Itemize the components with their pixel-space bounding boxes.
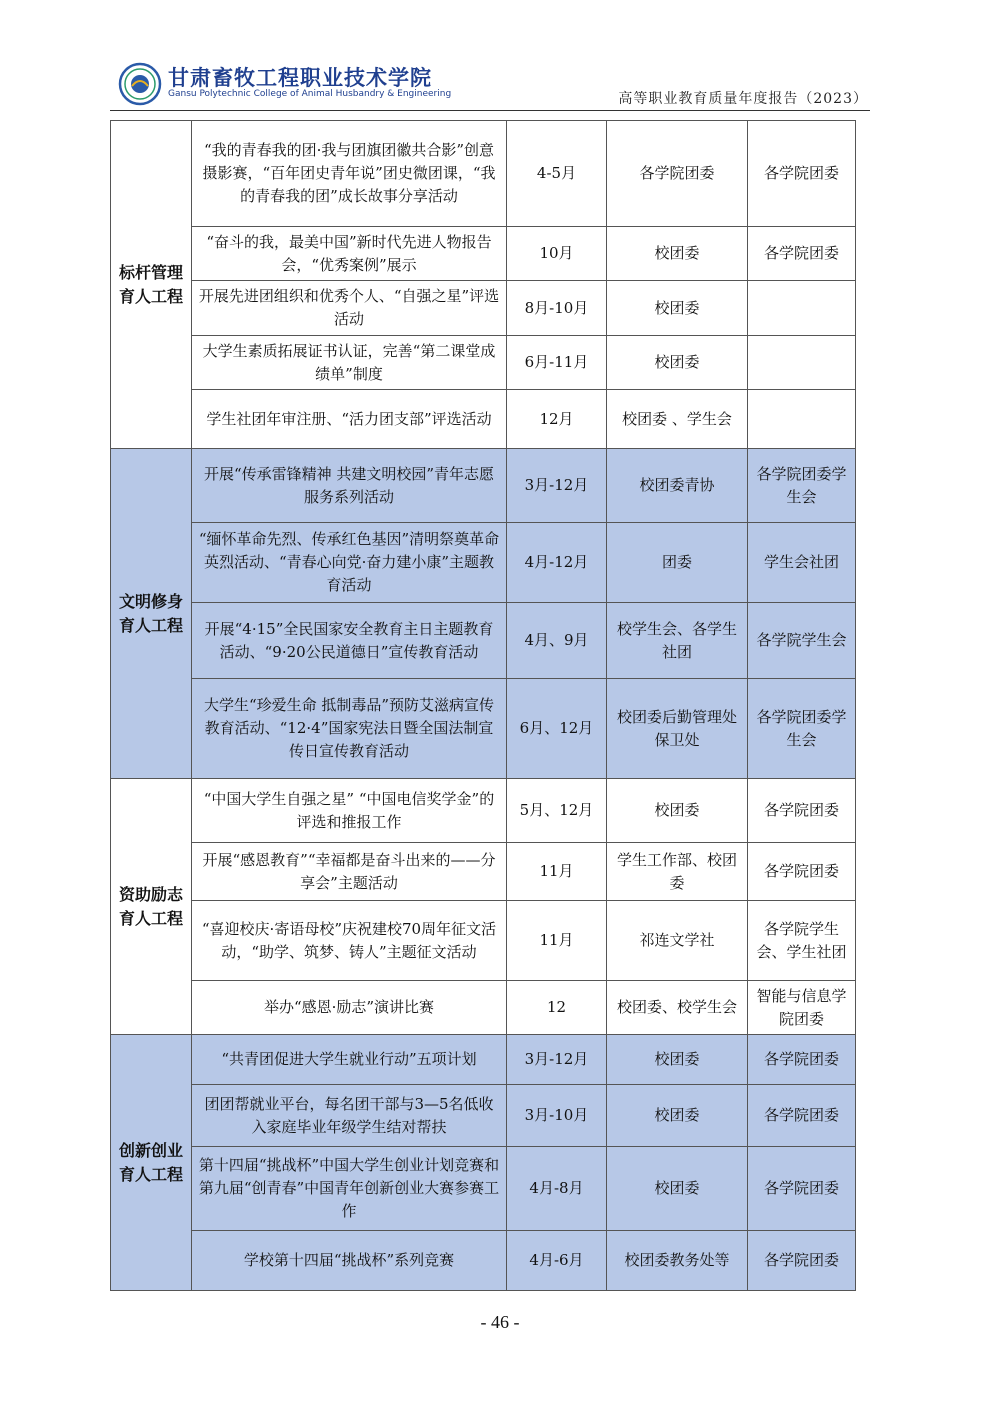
lead-unit-cell: 校团委、校学生会 bbox=[607, 981, 748, 1035]
time-cell: 3月-12月 bbox=[507, 1035, 607, 1085]
page-number: - 46 - bbox=[480, 1312, 520, 1332]
activity-cell: 团团帮就业平台，每名团干部与3—5名低收入家庭毕业年级学生结对帮扶 bbox=[192, 1085, 507, 1147]
time-cell: 6月-11月 bbox=[507, 336, 607, 390]
time-cell: 8月-10月 bbox=[507, 281, 607, 336]
activity-plan-table bbox=[110, 120, 856, 1291]
time-cell: 4-5月 bbox=[507, 121, 607, 227]
table-row bbox=[111, 1035, 856, 1085]
activity-cell: “我的青春我的团·我与团旗团徽共合影”创意摄影赛，“百年团史青年说”团史微团课，“我的青春我的团”成长故事分享活动 bbox=[192, 121, 507, 227]
school-name-en: Gansu Polytechnic College of Animal Husbandry & Engineering bbox=[168, 89, 452, 99]
time-cell: 11月 bbox=[507, 901, 607, 981]
activity-cell: 开展“4·15”全民国家安全教育主日主题教育活动、“9·20公民道德日”宣传教育活动 bbox=[192, 603, 507, 679]
table-row bbox=[111, 336, 856, 390]
partner-unit-cell: 各学院学生会 bbox=[748, 603, 856, 679]
time-cell: 4月-12月 bbox=[507, 523, 607, 603]
activity-cell: 开展“传承雷锋精神 共建文明校园”青年志愿服务系列活动 bbox=[192, 449, 507, 523]
lead-unit-cell: 团委 bbox=[607, 523, 748, 603]
time-cell: 11月 bbox=[507, 843, 607, 901]
partner-unit-cell bbox=[748, 336, 856, 390]
partner-unit-cell bbox=[748, 281, 856, 336]
table-row bbox=[111, 603, 856, 679]
table-row bbox=[111, 779, 856, 843]
lead-unit-cell: 校团委 bbox=[607, 1085, 748, 1147]
partner-unit-cell bbox=[748, 390, 856, 449]
school-name-cn: 甘肃畜牧工程职业技术学院 bbox=[168, 66, 432, 90]
page-header bbox=[110, 58, 870, 114]
activity-cell: 第十四届“挑战杯”中国大学生创业计划竞赛和第九届“创青春”中国青年创新创业大赛参赛工作 bbox=[192, 1147, 507, 1231]
lead-unit-cell: 校团委 bbox=[607, 1035, 748, 1085]
time-cell: 10月 bbox=[507, 227, 607, 281]
table-row bbox=[111, 227, 856, 281]
table-row bbox=[111, 679, 856, 779]
table-row bbox=[111, 449, 856, 523]
table-row bbox=[111, 901, 856, 981]
time-cell: 12月 bbox=[507, 390, 607, 449]
table-row bbox=[111, 1085, 856, 1147]
table-row bbox=[111, 1147, 856, 1231]
table-row bbox=[111, 981, 856, 1035]
time-cell: 3月-10月 bbox=[507, 1085, 607, 1147]
time-cell: 4月、9月 bbox=[507, 603, 607, 679]
category-cell: 文明修身育人工程 bbox=[111, 449, 192, 779]
table-row bbox=[111, 843, 856, 901]
partner-unit-cell: 智能与信息学院团委 bbox=[748, 981, 856, 1035]
lead-unit-cell: 校团委 bbox=[607, 227, 748, 281]
activity-cell: 大学生素质拓展证书认证，完善“第二课堂成绩单”制度 bbox=[192, 336, 507, 390]
category-cell: 资助励志育人工程 bbox=[111, 779, 192, 1035]
table-row bbox=[111, 1231, 856, 1291]
time-cell: 5月、12月 bbox=[507, 779, 607, 843]
partner-unit-cell: 各学院团委学生会 bbox=[748, 449, 856, 523]
lead-unit-cell: 校团委后勤管理处保卫处 bbox=[607, 679, 748, 779]
table-row bbox=[111, 121, 856, 227]
lead-unit-cell: 校团委 bbox=[607, 281, 748, 336]
time-cell: 6月、12月 bbox=[507, 679, 607, 779]
time-cell: 12 bbox=[507, 981, 607, 1035]
table-row bbox=[111, 523, 856, 603]
activity-cell: 大学生“珍爱生命 抵制毒品”预防艾滋病宣传教育活动、“12·4”国家宪法日暨全国法制宣传日宣传教育活动 bbox=[192, 679, 507, 779]
partner-unit-cell: 各学院团委学生会 bbox=[748, 679, 856, 779]
partner-unit-cell: 各学院学生会、学生社团 bbox=[748, 901, 856, 981]
activity-cell: 开展先进团组织和优秀个人、“自强之星”评选活动 bbox=[192, 281, 507, 336]
activity-cell: “喜迎校庆·寄语母校”庆祝建校70周年征文活动，“助学、筑梦、铸人”主题征文活动 bbox=[192, 901, 507, 981]
lead-unit-cell: 祁连文学社 bbox=[607, 901, 748, 981]
category-cell: 创新创业育人工程 bbox=[111, 1035, 192, 1291]
header-divider bbox=[110, 110, 870, 111]
activity-cell: “共青团促进大学生就业行动”五项计划 bbox=[192, 1035, 507, 1085]
lead-unit-cell: 校团委 bbox=[607, 336, 748, 390]
partner-unit-cell: 各学院团委 bbox=[748, 121, 856, 227]
partner-unit-cell: 各学院团委 bbox=[748, 1035, 856, 1085]
table-row bbox=[111, 281, 856, 336]
lead-unit-cell: 校团委 bbox=[607, 1147, 748, 1231]
partner-unit-cell: 各学院团委 bbox=[748, 1147, 856, 1231]
activity-cell: 开展“感恩教育”“幸福都是奋斗出来的——分享会”主题活动 bbox=[192, 843, 507, 901]
lead-unit-cell: 校团委教务处等 bbox=[607, 1231, 748, 1291]
time-cell: 3月-12月 bbox=[507, 449, 607, 523]
partner-unit-cell: 各学院团委 bbox=[748, 1085, 856, 1147]
activity-cell: “中国大学生自强之星” “中国电信奖学金”的评选和推报工作 bbox=[192, 779, 507, 843]
activity-cell: 学生社团年审注册、“活力团支部”评选活动 bbox=[192, 390, 507, 449]
activity-cell: 举办“感恩·励志”演讲比赛 bbox=[192, 981, 507, 1035]
time-cell: 4月-6月 bbox=[507, 1231, 607, 1291]
partner-unit-cell: 学生会社团 bbox=[748, 523, 856, 603]
partner-unit-cell: 各学院团委 bbox=[748, 1231, 856, 1291]
time-cell: 4月-8月 bbox=[507, 1147, 607, 1231]
lead-unit-cell: 校团委 、学生会 bbox=[607, 390, 748, 449]
report-title: 高等职业教育质量年度报告（2023） bbox=[618, 91, 868, 107]
activity-cell: “缅怀革命先烈、传承红色基因”清明祭奠革命英烈活动、“青春心向党·奋力建小康”主题教育活动 bbox=[192, 523, 507, 603]
lead-unit-cell: 各学院团委 bbox=[607, 121, 748, 227]
activity-cell: “奋斗的我，最美中国”新时代先进人物报告会，“优秀案例”展示 bbox=[192, 227, 507, 281]
school-logo-icon bbox=[118, 62, 162, 106]
table-row bbox=[111, 390, 856, 449]
activity-cell: 学校第十四届“挑战杯”系列竞赛 bbox=[192, 1231, 507, 1291]
lead-unit-cell: 学生工作部、校团委 bbox=[607, 843, 748, 901]
partner-unit-cell: 各学院团委 bbox=[748, 843, 856, 901]
lead-unit-cell: 校团委 bbox=[607, 779, 748, 843]
lead-unit-cell: 校团委青协 bbox=[607, 449, 748, 523]
partner-unit-cell: 各学院团委 bbox=[748, 779, 856, 843]
partner-unit-cell: 各学院团委 bbox=[748, 227, 856, 281]
category-cell: 标杆管理育人工程 bbox=[111, 121, 192, 449]
lead-unit-cell: 校学生会、各学生社团 bbox=[607, 603, 748, 679]
